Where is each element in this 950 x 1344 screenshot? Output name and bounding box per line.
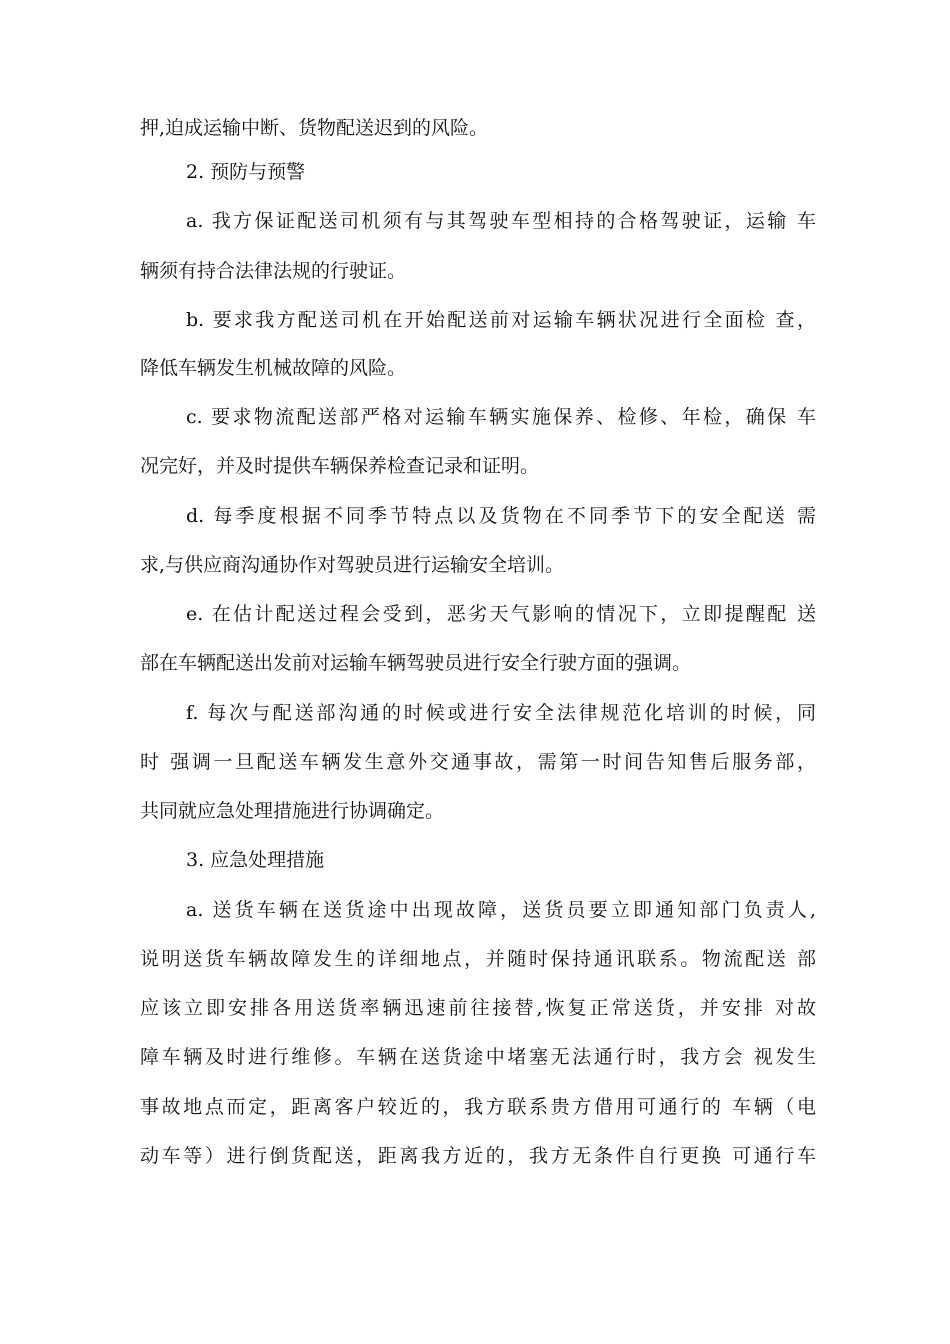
text-line: c. 要求物流配送部严格对运输车辆实施保养、检修、年检，确保 车 — [186, 406, 816, 428]
text-line: 共同就应急处理措施进行协调确定。 — [140, 800, 445, 822]
section-heading: 3. 应急处理措施 — [186, 849, 325, 871]
text-line: a. 送货车辆在送货途中出现故障，送货员要立即通知部门负责人, — [186, 899, 816, 921]
section-heading: 2. 预防与预警 — [186, 161, 306, 183]
text-line: b. 要求我方配送司机在开始配送前对运输车辆状况进行全面检 查， — [186, 309, 816, 331]
text-line: 障车辆及时进行维修。车辆在送货途中堵塞无法通行时，我方会 视发生 — [140, 1046, 816, 1068]
text-line: f. 每次与配送部沟通的时候或进行安全法律规范化培训的时候，同 — [186, 702, 816, 724]
text-line: 辆须有持合法律法规的行驶证。 — [140, 260, 407, 282]
text-line: 动车等）进行倒货配送，距离我方近的，我方无条件自行更换 可通行车 — [140, 1145, 816, 1167]
text-line: 求,与供应商沟通协作对驾驶员进行运输安全培训。 — [140, 554, 565, 576]
text-line: 降低车辆发生机械故障的风险。 — [140, 357, 407, 379]
text-line: d. 每季度根据不同季节特点以及货物在不同季节下的安全配送 需 — [186, 505, 816, 527]
text-line: e. 在估计配送过程会受到，恶劣天气影响的情况下，立即提醒配 送 — [186, 603, 816, 625]
text-line: 时 强调一旦配送车辆发生意外交通事故，需第一时间告知售后服务部， — [140, 751, 816, 773]
text-line: 应该立即安排各用送货率辆迅速前往接替,恢复正常送货，并安排 对故 — [140, 997, 816, 1019]
text-line: a. 我方保证配送司机须有与其驾驶车型相持的合格驾驶证，运输 车 — [186, 210, 816, 232]
text-line: 况完好，并及时提供车辆保养检查记录和证明。 — [140, 455, 540, 477]
text-line: 部在车辆配送出发前对运输车辆驾驶员进行安全行驶方面的强调。 — [140, 652, 692, 674]
text-line: 押,迫成运输中断、货物配送迟到的风险。 — [140, 117, 489, 139]
text-line: 说明送货车辆故障发生的详细地点，并随时保持通讯联系。物流配送 部 — [140, 948, 816, 970]
text-line: 事故地点而定，距离客户较近的，我方联系贵方借用可通行的 车辆（电 — [140, 1096, 816, 1118]
